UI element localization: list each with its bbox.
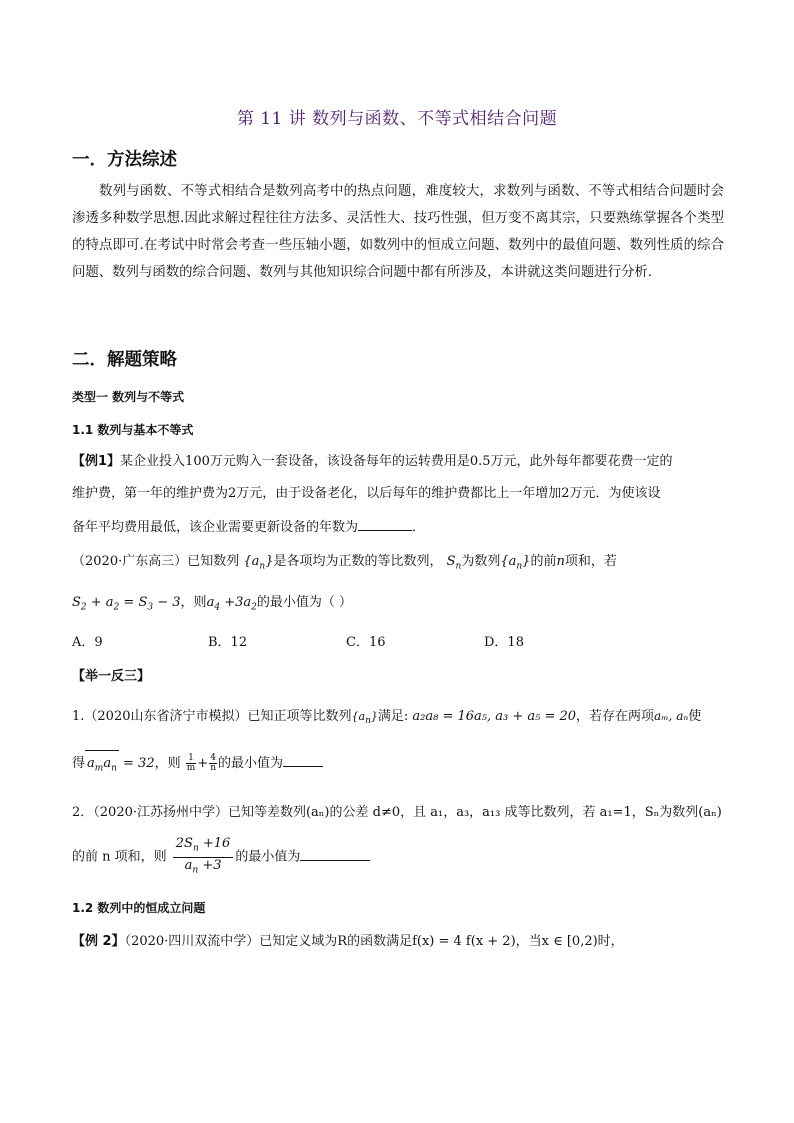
- section1-heading: 一．方法综述: [72, 150, 177, 170]
- option-c: C．16: [346, 635, 386, 650]
- problem2-line1: （2020·广东高三）已知数列 $\{a_n\}$是各项均为正数的等比数列， $S_n$为数列$\{a_n\}$的前n项和，若: [72, 554, 617, 572]
- practice2-line1: 2．（2020·江苏扬州中学）已知等差数列(aₙ)的公差 d≠0，且 a₁，a₃，a₁₃ 成等比数列，若 a₁=1，Sₙ为数列(aₙ): [72, 805, 722, 820]
- example2-label: 【例 2】: [72, 934, 125, 949]
- subsection-1-2-heading: 1.2 数列中的恒成立问题: [72, 901, 206, 915]
- example1-text1: 某企业投入100万元购入一套设备，该设备每年的运转费用是0.5万元，此外每年都要花费一定的: [120, 454, 673, 469]
- problem2-text-a: 是各项均为正数的等比数列，: [273, 554, 443, 569]
- practice1-blank: [283, 752, 323, 767]
- section2-heading: 二．解题策略: [72, 350, 177, 370]
- example1-line2: 维护费，第一年的维护费为2万元，由于设备老化，以后每年的维护费都比上一年增加2万元．为使该设: [72, 486, 661, 501]
- subsection-1-1-heading: 1.1 数列与基本不等式: [72, 423, 194, 437]
- problem2-line2: [72, 593, 732, 618]
- practice1-mid1: 满足:: [377, 709, 409, 724]
- practice1-line2: 得 $a_ma_n = 32$，则 $\frac{1}{m}$ + $\frac{4}{n}$ 的最小值为: [72, 750, 732, 782]
- answer-blank: [358, 516, 412, 531]
- practice2-line2-prefix: 的前 n 项和，则: [72, 849, 167, 865]
- math-sn: $S_n$: [446, 554, 462, 572]
- type1-heading: 类型一 数列与不等式: [72, 390, 185, 404]
- math-frac-2sn: $\frac{2S_n +16}{a_n +3}$: [173, 836, 234, 878]
- problem2-text-d: 项和，若: [564, 554, 617, 569]
- practice2-line2: [72, 836, 732, 878]
- practice1-prefix: 1.（2020山东省济宁市模拟）已知正项等比数列: [72, 709, 352, 724]
- example2-line: [72, 932, 732, 952]
- practice1-line2-end: 的最小值为: [218, 756, 284, 771]
- math-seq-an-2: $\{a_n\}$: [500, 554, 531, 572]
- math-condition: $S_2 + a_2 = S_3 - 3$: [72, 595, 181, 613]
- practice2-blank: [300, 846, 370, 861]
- math-seq-an-3: $\{a_n\}$: [351, 710, 378, 727]
- math-sqrt-am-an: $a_ma_n$: [85, 750, 119, 782]
- page-title: 第 11 讲 数列与函数、不等式相结合问题: [236, 109, 558, 129]
- section1-paragraph: 数列与函数、不等式相结合是数列高考中的热点问题，难度较大，求数列与函数、不等式相结合问题时会渗透多种数学思想.因此求解过程往往方法多、灵活性大、技巧性强，但万变不离其宗，只要熟练掌握各个类型的特点即可.在考试中时常会考查一些压轴小题，如数列中的恒成立问题、数列中的最值问题、数列性质的综合问题、数列与函数的综合问题、数列与其他知识综合问题中都有所涉及，本讲就这类问题进行分析.: [72, 184, 724, 280]
- option-a: A．9: [72, 635, 103, 650]
- option-d: D．18: [484, 635, 524, 650]
- example1-text3: 备年平均费用最低，该企业需要更新设备的年数为: [72, 520, 359, 535]
- practice1-line2-eq: = 32: [118, 756, 155, 771]
- problem2-text-b: 为数列: [461, 554, 501, 569]
- practice1-line2-prefix: 得: [72, 756, 86, 771]
- math-seq-an: $\{a_n\}$: [243, 554, 274, 572]
- example1-line1: [72, 452, 732, 472]
- practice1-condition: a₂a₈ = 16a₅, a₃ + a₅ = 20: [412, 709, 577, 724]
- problem2-line2-end: 的最小值为（ ）: [256, 595, 352, 610]
- math-target: $a_4 +3a_2$: [206, 595, 257, 613]
- example1-line3: 备年平均费用最低，该企业需要更新设备的年数为 ．: [72, 516, 732, 538]
- practice1-terms: aₘ, aₙ: [654, 709, 689, 723]
- option-b: B．12: [208, 635, 248, 650]
- practice1-line1: [72, 706, 732, 731]
- math-frac-4-n: $\frac{4}{n}$: [210, 753, 216, 773]
- math-frac-1-m: $\frac{1}{m}$: [186, 753, 196, 773]
- problem2-source: （2020·广东高三）已知数列: [72, 554, 240, 569]
- example2-text: （2020·四川双流中学）已知定义域为R的函数满足f(x) = 4 f(x + 2)，当x ∈ [0,2)时，: [124, 934, 624, 949]
- problem2-text-c: 的前: [530, 554, 557, 569]
- practice2-line2-end: 的最小值为: [235, 849, 301, 865]
- practice1-tail: 使: [688, 709, 702, 724]
- practice1-mid2: ，若存在两项: [576, 709, 655, 724]
- problem2-line2-tail: ，则: [180, 595, 207, 610]
- practice1-line2-mid: ，则: [154, 756, 181, 771]
- practice-heading: 【举一反三】: [72, 669, 151, 684]
- example1-label: 【例1】: [72, 454, 121, 469]
